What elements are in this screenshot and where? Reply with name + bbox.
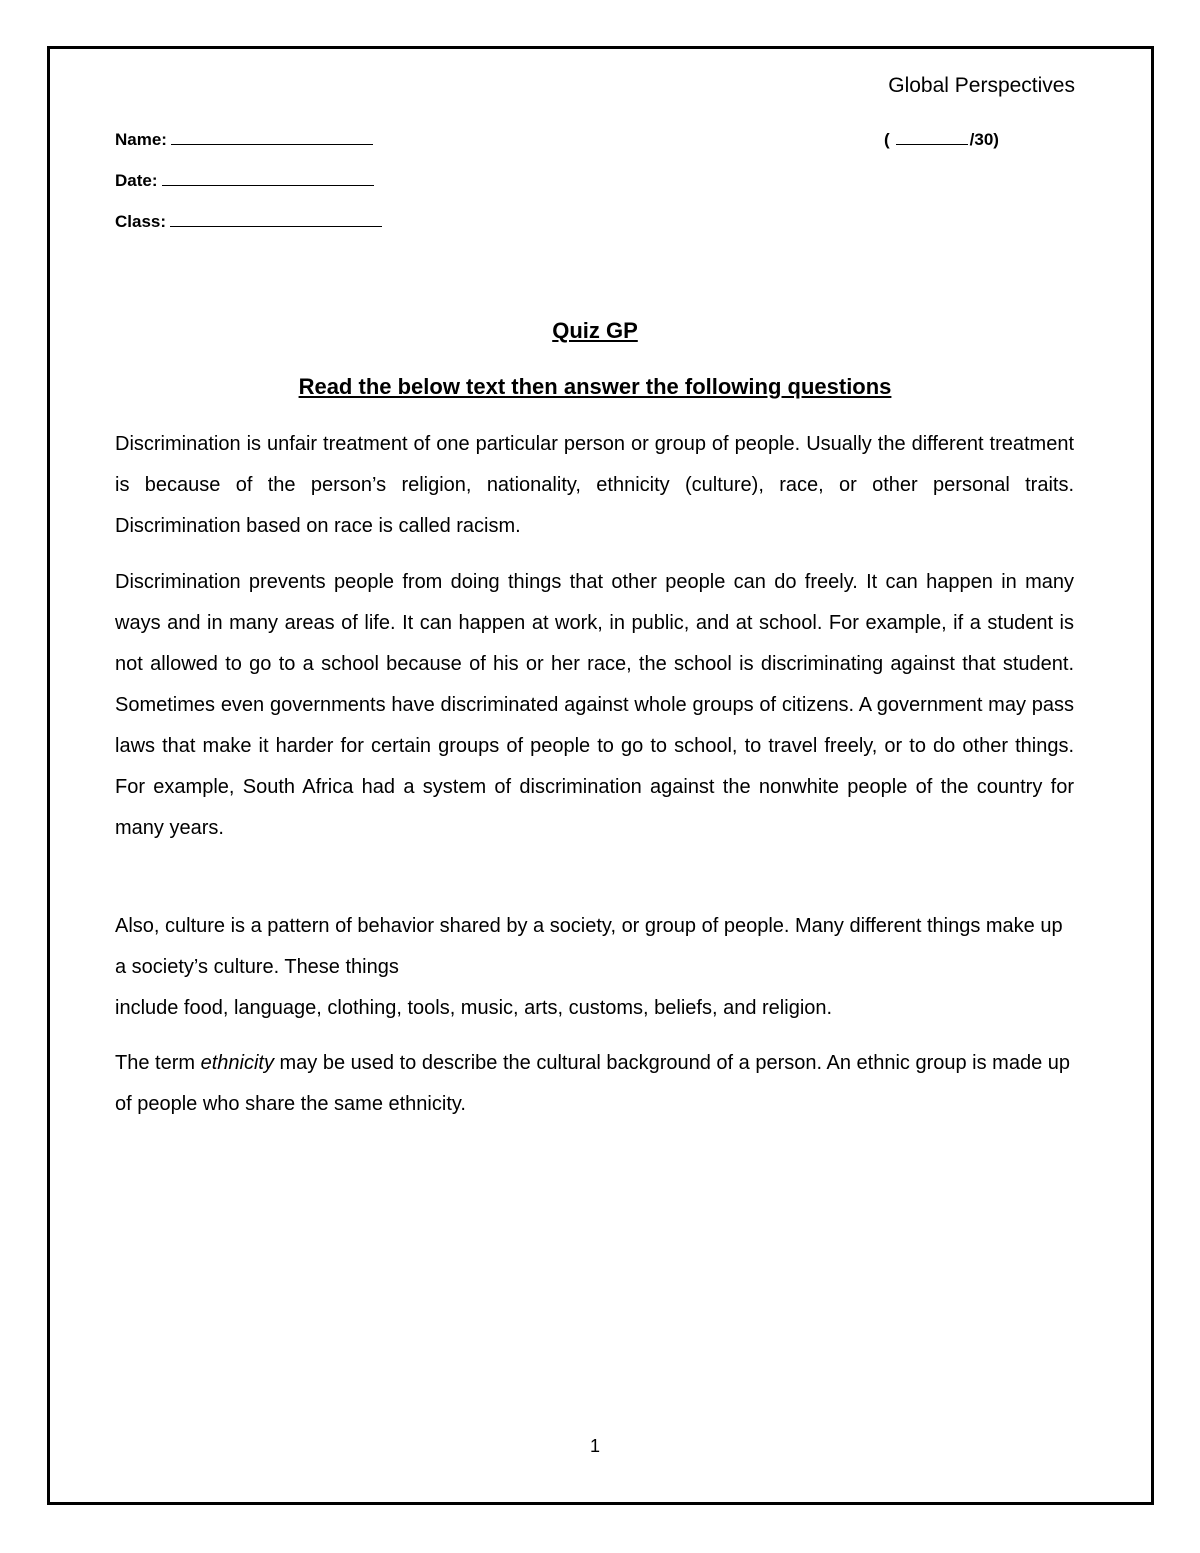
paragraph-line: Also, culture is a pattern of behavior shared by a society, or group of people. Many different things make up a society’s culture. These things bbox=[115, 915, 1063, 978]
page-number: 1 bbox=[589, 1436, 600, 1456]
paragraph-line: include food, language, clothing, tools, music, arts, customs, beliefs, and religion. bbox=[115, 997, 833, 1019]
date-label: Date: bbox=[115, 171, 158, 190]
paragraph-text: Discrimination prevents people from doing things that other people can do freely. It can happen in many ways and in many areas of life. It can happen at work, in public, and at school. For example, if a student is not allowed to go to a school because of his or her race, the school is discriminating against that student. Sometimes even governments have discriminated against whole groups of citizens. A government may pass laws that make it harder for certain groups of people to go to school, to travel freely, or to do other things. For example, South Africa had a system of discrimination against the nonwhite people of the country for many years. bbox=[115, 571, 1074, 839]
text-run: The term bbox=[115, 1052, 201, 1074]
class-field bbox=[115, 210, 382, 234]
passage-paragraph-2 bbox=[115, 562, 1074, 849]
instructions: Read the below text then answer the following questions bbox=[298, 374, 892, 399]
subject-header: Global Perspectives bbox=[888, 74, 1075, 97]
quiz-title: Quiz GP bbox=[552, 318, 638, 343]
italic-term: ethnicity bbox=[200, 1052, 274, 1074]
name-label: Name: bbox=[115, 130, 167, 149]
date-field bbox=[115, 169, 374, 193]
paragraph-text bbox=[115, 1043, 1074, 1125]
name-field bbox=[115, 128, 373, 152]
score-open: ( bbox=[884, 130, 890, 149]
class-blank[interactable] bbox=[170, 210, 382, 227]
passage-paragraph-3 bbox=[115, 906, 1074, 1029]
score-blank[interactable] bbox=[896, 128, 968, 145]
passage-paragraph-4 bbox=[115, 1043, 1074, 1125]
paragraph-text: Discrimination is unfair treatment of one particular person or group of people. Usually the different treatment is because of the person’s religion, nationality, ethnicity (culture), race, or other personal traits. Discrimination based on race is called racism. bbox=[115, 433, 1074, 537]
date-blank[interactable] bbox=[162, 169, 374, 186]
passage-paragraph-1 bbox=[115, 424, 1074, 547]
name-blank[interactable] bbox=[171, 128, 373, 145]
score-box bbox=[884, 128, 999, 152]
class-label: Class: bbox=[115, 212, 167, 231]
score-total: /30) bbox=[969, 130, 999, 149]
text-run: may be used to describe the cultural background of a person. An ethnic group is made up of people who share the same ethnicity. bbox=[115, 1052, 1070, 1115]
